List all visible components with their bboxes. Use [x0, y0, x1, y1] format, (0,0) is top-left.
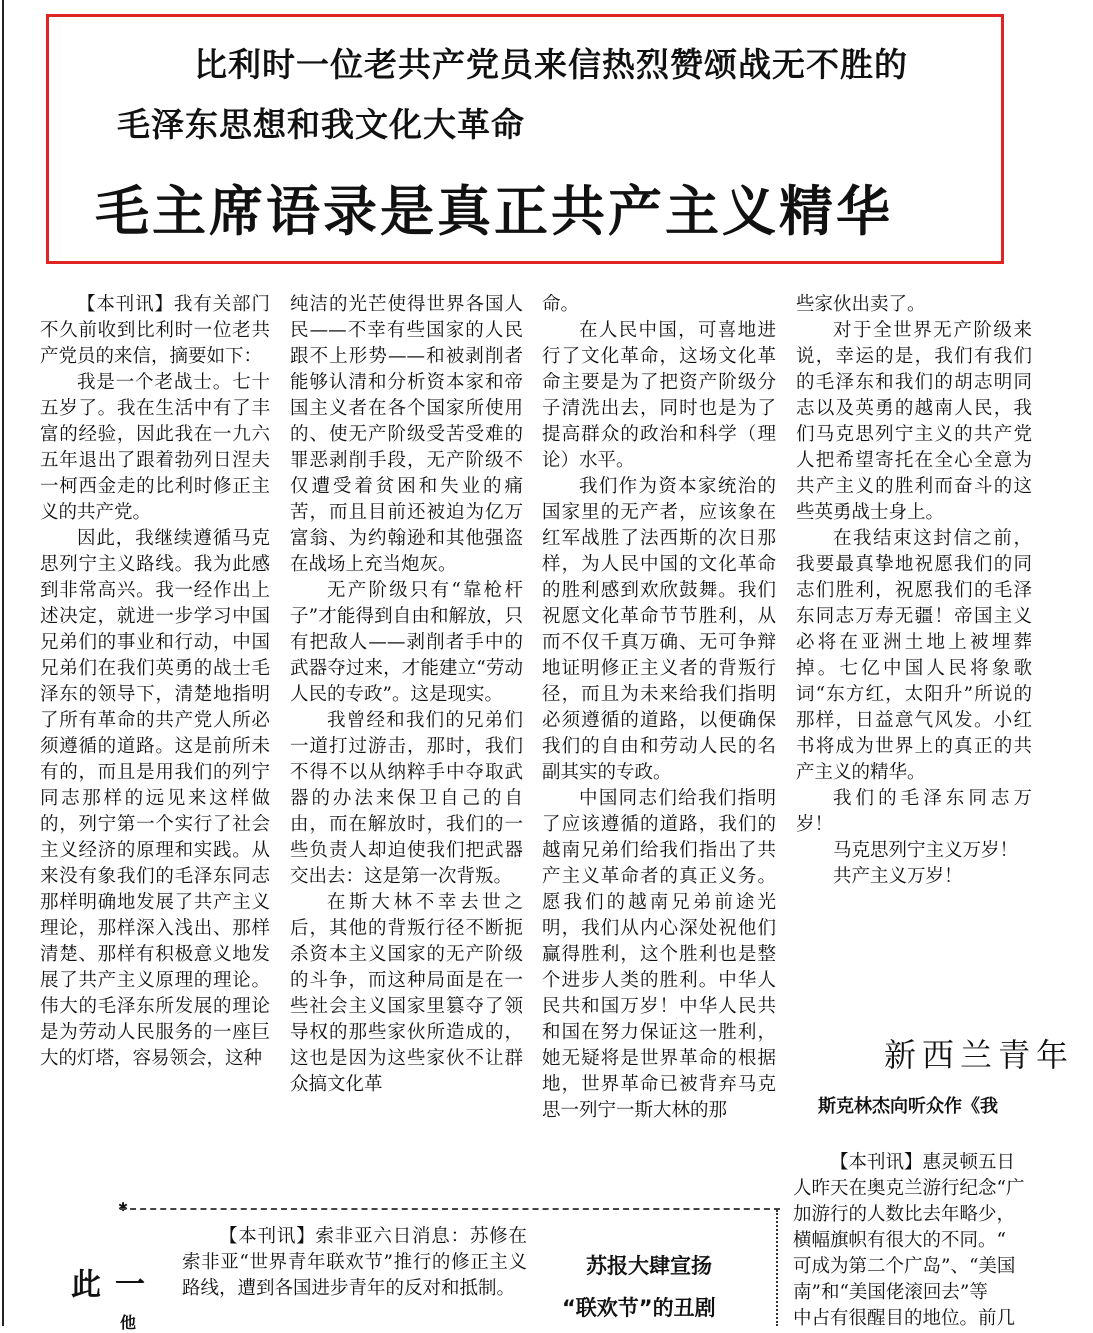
- side-story-title: 新西兰青年: [884, 1036, 1075, 1074]
- article-paragraph: 些家伙出卖了。: [796, 294, 926, 315]
- wavy-column-rule: [776, 1210, 788, 1326]
- side-story-body: [793, 1150, 1093, 1332]
- side-story-line: 中占有很醒目的地位。前几: [793, 1308, 1016, 1329]
- side-story-line: 南”和“美国佬滚回去”等: [793, 1282, 988, 1303]
- article-paragraph: 对于全世界无产阶级来说，幸运的是，我们有我们的毛泽东和我们的胡志明同志以及英勇的越南人民，我们马克思列宁主义的共产党人把希望寄托在全心全意为共产主义的胜利而奋斗的这些英勇战士身上。: [796, 320, 1032, 523]
- side-story-line: 人昨天在奥克兰游行纪念“广: [793, 1178, 1025, 1199]
- bottom-story-paragraph: 【本刊讯】索非亚六日消息：苏修在索非亚“世界青年联欢节”推行的修正主义路线，遭到各国进步青年的反对和抵制。: [182, 1226, 527, 1299]
- article-paragraph: 中国同志们给我们指明了应该遵循的道路，我们的越南兄弟们给我们指出了共产主义革命者的真正义务。愿我们的越南兄弟前途光明，我们从内心深处祝他们赢得胜利，这个胜利也是整个进步人类的胜利。中华人民共和国万岁！中华人民共和国在努力保证这一胜利，她无疑将是世界革命的根据地，世界革命已被背弃马克思一列宁一斯大林的那: [542, 788, 776, 1121]
- article-paragraph: 因此，我继续遵循马克思列宁主义路线。我为此感到非常高兴。我一经作出上述决定，就进一步学习中国兄弟们的事业和行动，中国兄弟们在我们英勇的战士毛泽东的领导下，清楚地指明了所有革命的共产党人所必须遵循的道路。这是前所未有的，而且是用我们的列宁同志那样的远见来这样做的，列宁第一个实行了社会主义经济的原理和实践。从来没有象我们的毛泽东同志那样明确地发展了共产主义理论，那样深入浅出、那样清楚、那样有积极意义地发展了共产主义原理的理论。伟大的毛泽东所发展的理论是为劳动人民服务的一座巨大的灯塔，容易领会，这种: [40, 528, 270, 1069]
- headline-kicker-line1: 比利时一位老共产党员来信热烈赞颂战无不胜的: [194, 45, 908, 84]
- article-paragraph: 在斯大林不幸去世之后，其他的背叛行径不断扼杀资本主义国家的无产阶级的斗争，而这种局面是在一些社会主义国家里篡夺了领导权的那些家伙所造成的，这也是因为这些家伙不让群众搞文化革: [290, 892, 523, 1095]
- side-story-line: 可成为第二个广岛”、“美国: [793, 1256, 1016, 1277]
- side-story-line: 横幅旗帜有很大的不同。“: [793, 1230, 1006, 1251]
- article-paragraph: 在人民中国，可喜地进行了文化革命，这场文化革命主要是为了把资产阶级分子清洗出去，同时也是为了提高群众的政治和科学（理论）水平。: [542, 320, 776, 471]
- article-paragraph: 【本刊讯】我有关部门不久前收到比利时一位老共产党员的来信，摘要如下：: [40, 294, 270, 367]
- headline-frame: [46, 14, 1004, 264]
- section-divider: [120, 1208, 780, 1210]
- headline-main-title: 毛主席语录是真正共产主义精华: [95, 180, 893, 243]
- article-column-3: [542, 292, 776, 1124]
- side-story-subtitle: 斯克林杰向听众作《我: [818, 1096, 998, 1117]
- article-paragraph: 我曾经和我们的兄弟们一道打过游击，那时，我们不得不以从纳粹手中夺取武器的办法来保卫自己的自由，而在解放时，我们的一些负责人却迫使我们把武器交出去：这是第一次背叛。: [290, 710, 523, 887]
- article-paragraph: 马克思列宁主义万岁！: [833, 840, 1019, 861]
- article-paragraph: 我们作为资本家统治的国家里的无产者，应该象在红军战胜了法西斯的次日那样，为人民中国的文化革命的胜利感到欢欣鼓舞。我们祝愿文化革命节节胜利，从而不仅千真万确、无可争辩地证明修正主义者的背叛行径，而且为未来给我们指明必须遵循的道路，以便确保我们的自由和劳动人民的名副其实的专政。: [542, 476, 776, 783]
- article-column-4: [796, 292, 1032, 890]
- bottom-story-body: [182, 1224, 527, 1302]
- side-story-line: 加游行的人数比去年略少，: [793, 1204, 1016, 1225]
- star-ornament: ✱: [118, 1200, 129, 1214]
- bottom-left-headline: 一此: [65, 1268, 144, 1310]
- page-left-rule: [2, 0, 4, 1326]
- article-column-1: [40, 292, 270, 1072]
- bottom-left-fragment: 他: [120, 1313, 137, 1332]
- article-paragraph: 在我结束这封信之前，我要最真挚地祝愿我们的同志们胜利，祝愿我们的毛泽东同志万寿无疆！帝国主义必将在亚洲土地上被埋葬掉。七亿中国人民将象歌词“东方红，太阳升”所说的那样，日益意气风发。小红书将成为世界上的真正的共产主义的精华。: [796, 528, 1032, 783]
- bottom-story-title-line1: 苏报大肆宣扬: [586, 1254, 712, 1278]
- article-paragraph: 我们的毛泽东同志万岁！: [796, 788, 1032, 835]
- article-paragraph: 共产主义万岁！: [833, 866, 963, 887]
- headline-kicker-line2: 毛泽东思想和我文化大革命: [117, 105, 525, 144]
- article-paragraph: 命。: [542, 294, 580, 315]
- bottom-story-title-line2: “联欢节”的丑剧: [562, 1296, 716, 1320]
- article-paragraph: 我是一个老战士。七十五岁了。我在生活中有了丰富的经验，因此我在一九六五年退出了跟着勃列日涅夫一柯西金走的比利时修正主义的共产党。: [40, 372, 270, 523]
- article-paragraph: 无产阶级只有“靠枪杆子”才能得到自由和解放，只有把敌人——剥削者手中的武器夺过来，才能建立“劳动人民的专政”。这是现实。: [290, 580, 523, 705]
- article-paragraph: 纯洁的光芒使得世界各国人民——不幸有些国家的人民跟不上形势——和被剥削者能够认清和分析资本家和帝国主义者在各个国家所使用的、使无产阶级受苦受难的罪恶剥削手段，无产阶级不仅遭受着贫困和失业的痛苦，而且目前还被迫为亿万富翁、为约翰逊和其他强盗在战场上充当炮灰。: [290, 294, 523, 575]
- side-story-line: 【本刊讯】惠灵顿五日: [830, 1152, 1016, 1173]
- article-column-2: [290, 292, 523, 1098]
